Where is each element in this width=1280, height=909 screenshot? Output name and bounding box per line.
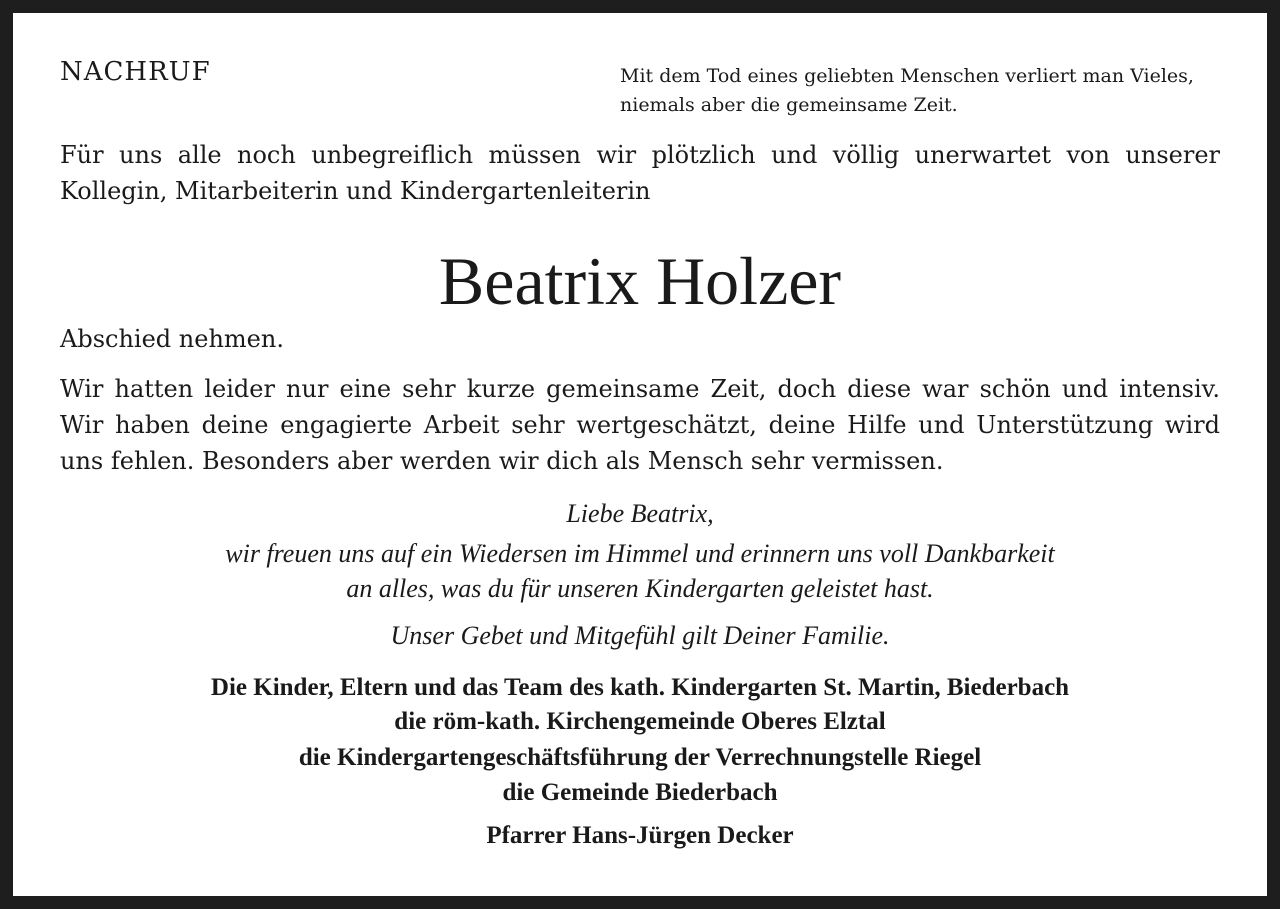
verse-line: Unser Gebet und Mitgefühl gilt Deiner Familie. bbox=[390, 621, 890, 650]
motto-line: Mit dem Tod eines geliebten Menschen verliert man Vieles, bbox=[620, 65, 1194, 87]
signatory: die Kindergartengeschäftsführung der Verrechnungstelle Riegel bbox=[298, 744, 982, 771]
motto-quote bbox=[620, 62, 1230, 120]
notice-title: NACHRUF bbox=[60, 57, 211, 87]
tribute-line: Wir hatten leider nur eine sehr kurze gemeinsame Zeit, doch diese war schön und intensiv. bbox=[60, 375, 1220, 403]
intro-line: Für uns alle noch unbegreiflich müssen wir plötzlich und völlig unerwartet von unserer bbox=[60, 141, 1220, 169]
obituary-notice bbox=[13, 13, 1267, 896]
deceased-name: Beatrix Holzer bbox=[438, 243, 842, 319]
signatory: die röm-kath. Kirchengemeinde Oberes Elztal bbox=[394, 708, 886, 735]
verse-line: wir freuen uns auf ein Wiedersen im Himmel und erinnern uns voll Dankbarkeit bbox=[225, 539, 1055, 568]
verse-greeting: Liebe Beatrix, bbox=[566, 499, 714, 528]
signatory: Die Kinder, Eltern und das Team des kath. Kindergarten St. Martin, Biederbach bbox=[210, 674, 1070, 701]
intro-paragraph bbox=[60, 137, 1220, 209]
tribute-line: Wir haben deine engagierte Arbeit sehr wertgeschätzt, deine Hilfe und Unterstützung wird bbox=[60, 411, 1220, 439]
intro-line: Kollegin, Mitarbeiterin und Kindergartenleiterin bbox=[60, 177, 651, 205]
motto-line: niemals aber die gemeinsame Zeit. bbox=[620, 94, 958, 116]
verse-line: an alles, was du für unseren Kindergarten geleistet hast. bbox=[346, 574, 934, 603]
signatory: die Gemeinde Biederbach bbox=[502, 779, 778, 806]
tribute-line: uns fehlen. Besonders aber werden wir dich als Mensch sehr vermissen. bbox=[60, 447, 944, 475]
signatory: Pfarrer Hans-Jürgen Decker bbox=[486, 822, 794, 849]
farewell-text: Abschied nehmen. bbox=[60, 325, 284, 353]
tribute-paragraph bbox=[60, 371, 1220, 479]
